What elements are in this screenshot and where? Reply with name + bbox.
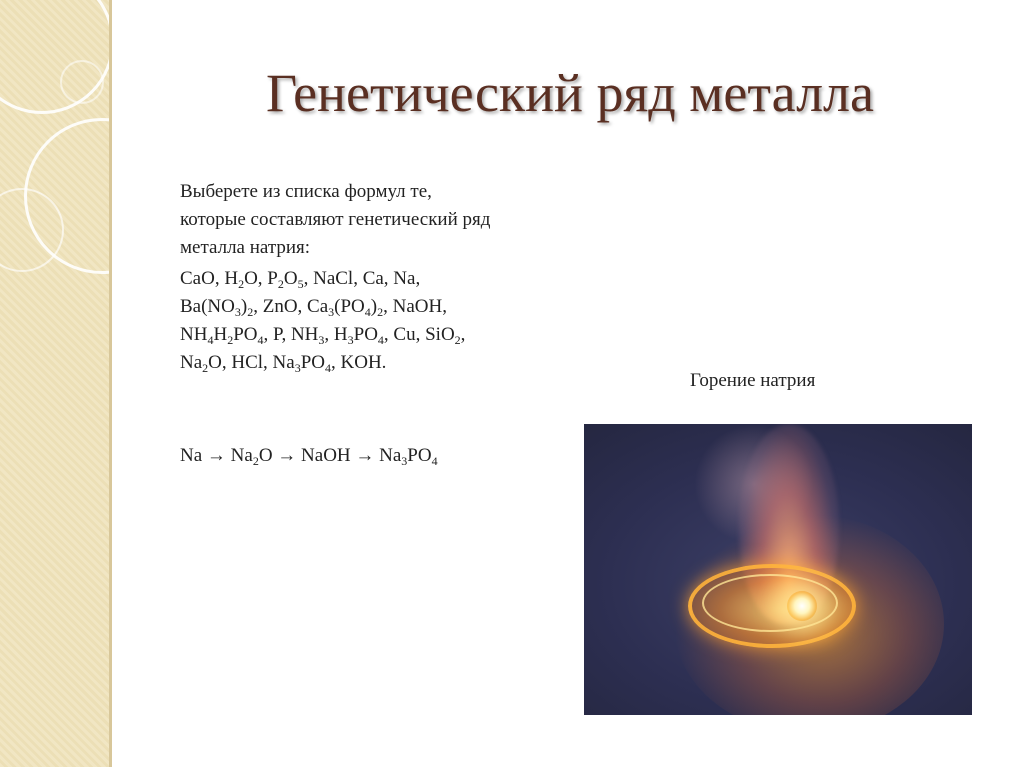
slide-title: Генетический ряд металла xyxy=(266,63,874,123)
prompt-line: которые составляют генетический ряд xyxy=(180,209,491,230)
subscript: 2 xyxy=(227,333,234,347)
subscript: 2 xyxy=(277,277,284,291)
formula-text: ) xyxy=(370,296,378,317)
subscript: 2 xyxy=(252,454,259,468)
formula-text: , NaCl, Ca, Na, xyxy=(303,268,421,289)
subscript: 3 xyxy=(347,333,354,347)
formula-text: O xyxy=(283,268,298,289)
formula-line xyxy=(180,349,580,377)
prompt-line: Выберете из списка формул те, xyxy=(180,181,432,202)
subscript: 4 xyxy=(377,333,384,347)
formula-text: H xyxy=(213,324,228,345)
task-prompt xyxy=(180,178,580,262)
formula-list xyxy=(180,265,580,377)
formula-text: Na → Na xyxy=(180,445,253,466)
formula-text: ) xyxy=(240,296,248,317)
formula-text: , ZnO, Ca xyxy=(253,296,329,317)
petri-dish-rim xyxy=(702,574,838,632)
subscript: 5 xyxy=(297,277,304,291)
subscript: 4 xyxy=(325,361,332,375)
subscript: 2 xyxy=(377,305,384,319)
subscript: 4 xyxy=(431,454,438,468)
formula-text: PO xyxy=(353,324,378,345)
subscript: 3 xyxy=(328,305,335,319)
formula-text: Ba(NO xyxy=(180,296,235,317)
sodium-burning-photo xyxy=(584,424,972,715)
formula-text: , H xyxy=(324,324,348,345)
decorative-side-band xyxy=(0,0,112,767)
formula-text: CaO, H xyxy=(180,268,239,289)
formula-text: Na xyxy=(180,352,203,373)
subscript: 3 xyxy=(318,333,325,347)
formula-text: PO xyxy=(233,324,258,345)
scheme-line xyxy=(180,442,600,470)
formula-line xyxy=(180,321,580,349)
formula-line xyxy=(180,265,580,293)
subscript: 2 xyxy=(202,361,209,375)
photo-caption: Горение натрия xyxy=(690,370,816,391)
formula-text: , Cu, SiO xyxy=(383,324,455,345)
formula-text: , P, NH xyxy=(263,324,319,345)
formula-text: O → NaOH → Na xyxy=(258,445,402,466)
formula-line xyxy=(180,293,580,321)
formula-text: (PO xyxy=(334,296,365,317)
formula-text: PO xyxy=(300,352,326,373)
formula-text: O, P xyxy=(244,268,278,289)
formula-text: NH xyxy=(180,324,208,345)
decorative-ring-icon xyxy=(60,60,104,104)
formula-text: , xyxy=(460,324,466,345)
subscript: 2 xyxy=(247,305,254,319)
subscript: 4 xyxy=(364,305,371,319)
formula-text: PO xyxy=(407,445,432,466)
burning-sodium-spark xyxy=(787,591,817,621)
subscript: 3 xyxy=(234,305,241,319)
subscript: 4 xyxy=(257,333,264,347)
subscript: 2 xyxy=(454,333,461,347)
prompt-line: металла натрия: xyxy=(180,237,311,258)
genetic-series-scheme xyxy=(180,442,600,470)
subscript: 2 xyxy=(238,277,245,291)
subscript: 3 xyxy=(294,361,301,375)
subscript: 3 xyxy=(401,454,408,468)
formula-text: O, HCl, Na xyxy=(208,352,295,373)
subscript: 4 xyxy=(207,333,214,347)
formula-text: , KOH. xyxy=(331,352,387,373)
formula-text: , NaOH, xyxy=(383,296,447,317)
